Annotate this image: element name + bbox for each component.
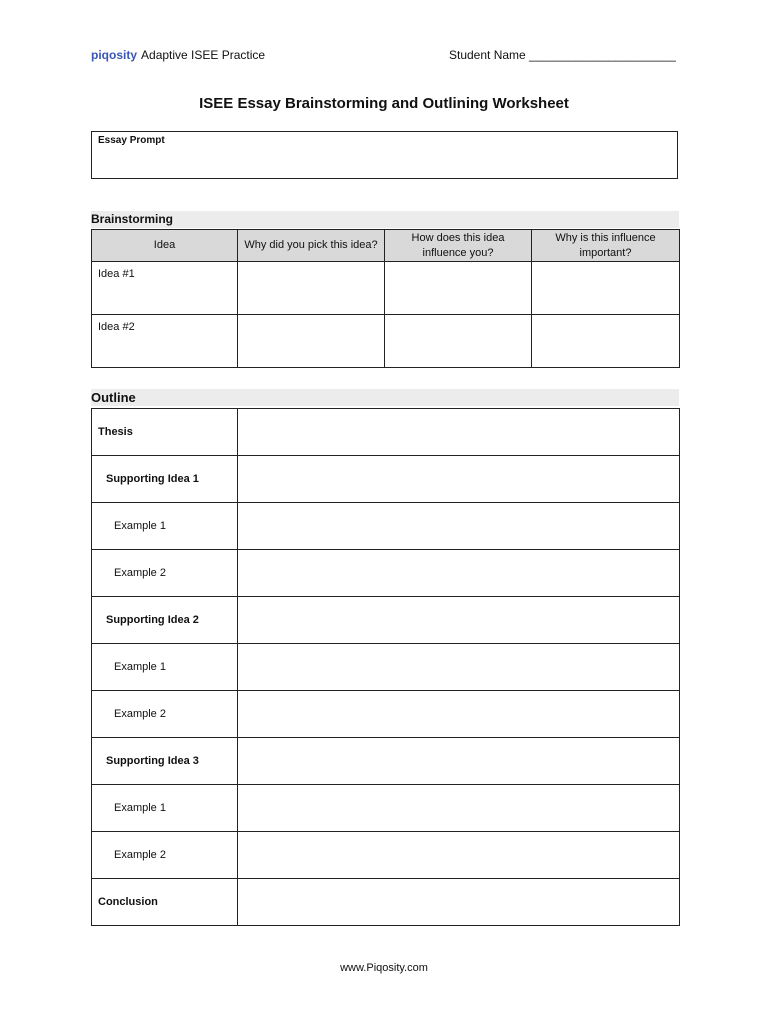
- table-row: [92, 409, 680, 456]
- idea-label: Idea #2: [92, 315, 238, 368]
- outline-label: Example 1: [92, 644, 238, 691]
- table-row: [92, 503, 680, 550]
- answer-cell: [238, 456, 680, 503]
- brainstorming-table: [91, 229, 680, 368]
- table-row: [92, 691, 680, 738]
- column-header: Why did you pick this idea?: [238, 230, 385, 262]
- answer-cell: [238, 409, 680, 456]
- essay-prompt-box: [91, 131, 678, 179]
- outline-heading: Outline: [91, 389, 679, 406]
- table-row: [92, 456, 680, 503]
- table-row: [92, 738, 680, 785]
- outline-label: Conclusion: [92, 879, 238, 926]
- answer-cell: [532, 262, 680, 315]
- page-header-left: [91, 48, 265, 62]
- outline-label: Example 2: [92, 550, 238, 597]
- answer-cell: [238, 832, 680, 879]
- brainstorming-header-row: [92, 230, 680, 262]
- table-row: [92, 832, 680, 879]
- outline-label: Example 1: [92, 503, 238, 550]
- answer-cell: [238, 597, 680, 644]
- brand-logo-text: piqosity: [91, 48, 138, 62]
- answer-cell: [238, 644, 680, 691]
- table-row: [92, 785, 680, 832]
- table-row: [92, 597, 680, 644]
- idea-label: Idea #1: [92, 262, 238, 315]
- table-row: [92, 550, 680, 597]
- answer-cell: [238, 879, 680, 926]
- outline-label: Supporting Idea 2: [92, 597, 238, 644]
- table-row: [92, 315, 680, 368]
- answer-cell: [385, 262, 532, 315]
- outline-label: Supporting Idea 1: [92, 456, 238, 503]
- answer-cell: [238, 503, 680, 550]
- answer-cell: [238, 738, 680, 785]
- brainstorming-heading: Brainstorming: [91, 211, 679, 228]
- answer-cell: [385, 315, 532, 368]
- outline-label: Example 1: [92, 785, 238, 832]
- answer-cell: [532, 315, 680, 368]
- column-header: Idea: [92, 230, 238, 262]
- essay-prompt-label: Essay Prompt: [98, 135, 165, 146]
- table-row: [92, 879, 680, 926]
- outline-table: [91, 408, 680, 926]
- outline-label: Example 2: [92, 832, 238, 879]
- answer-cell: [238, 315, 385, 368]
- answer-cell: [238, 550, 680, 597]
- answer-cell: [238, 785, 680, 832]
- header-subtitle: Adaptive ISEE Practice: [141, 48, 266, 62]
- outline-label: Example 2: [92, 691, 238, 738]
- footer-url: www.Piqosity.com: [340, 962, 428, 974]
- column-header: Why is this influence important?: [532, 230, 680, 262]
- student-name-field: Student Name ______________________: [449, 48, 676, 62]
- outline-label: Supporting Idea 3: [92, 738, 238, 785]
- outline-label: Thesis: [92, 409, 238, 456]
- answer-cell: [238, 691, 680, 738]
- answer-cell: [238, 262, 385, 315]
- column-header: How does this idea influence you?: [385, 230, 532, 262]
- table-row: [92, 262, 680, 315]
- page-title: ISEE Essay Brainstorming and Outlining Worksheet: [199, 95, 569, 112]
- table-row: [92, 644, 680, 691]
